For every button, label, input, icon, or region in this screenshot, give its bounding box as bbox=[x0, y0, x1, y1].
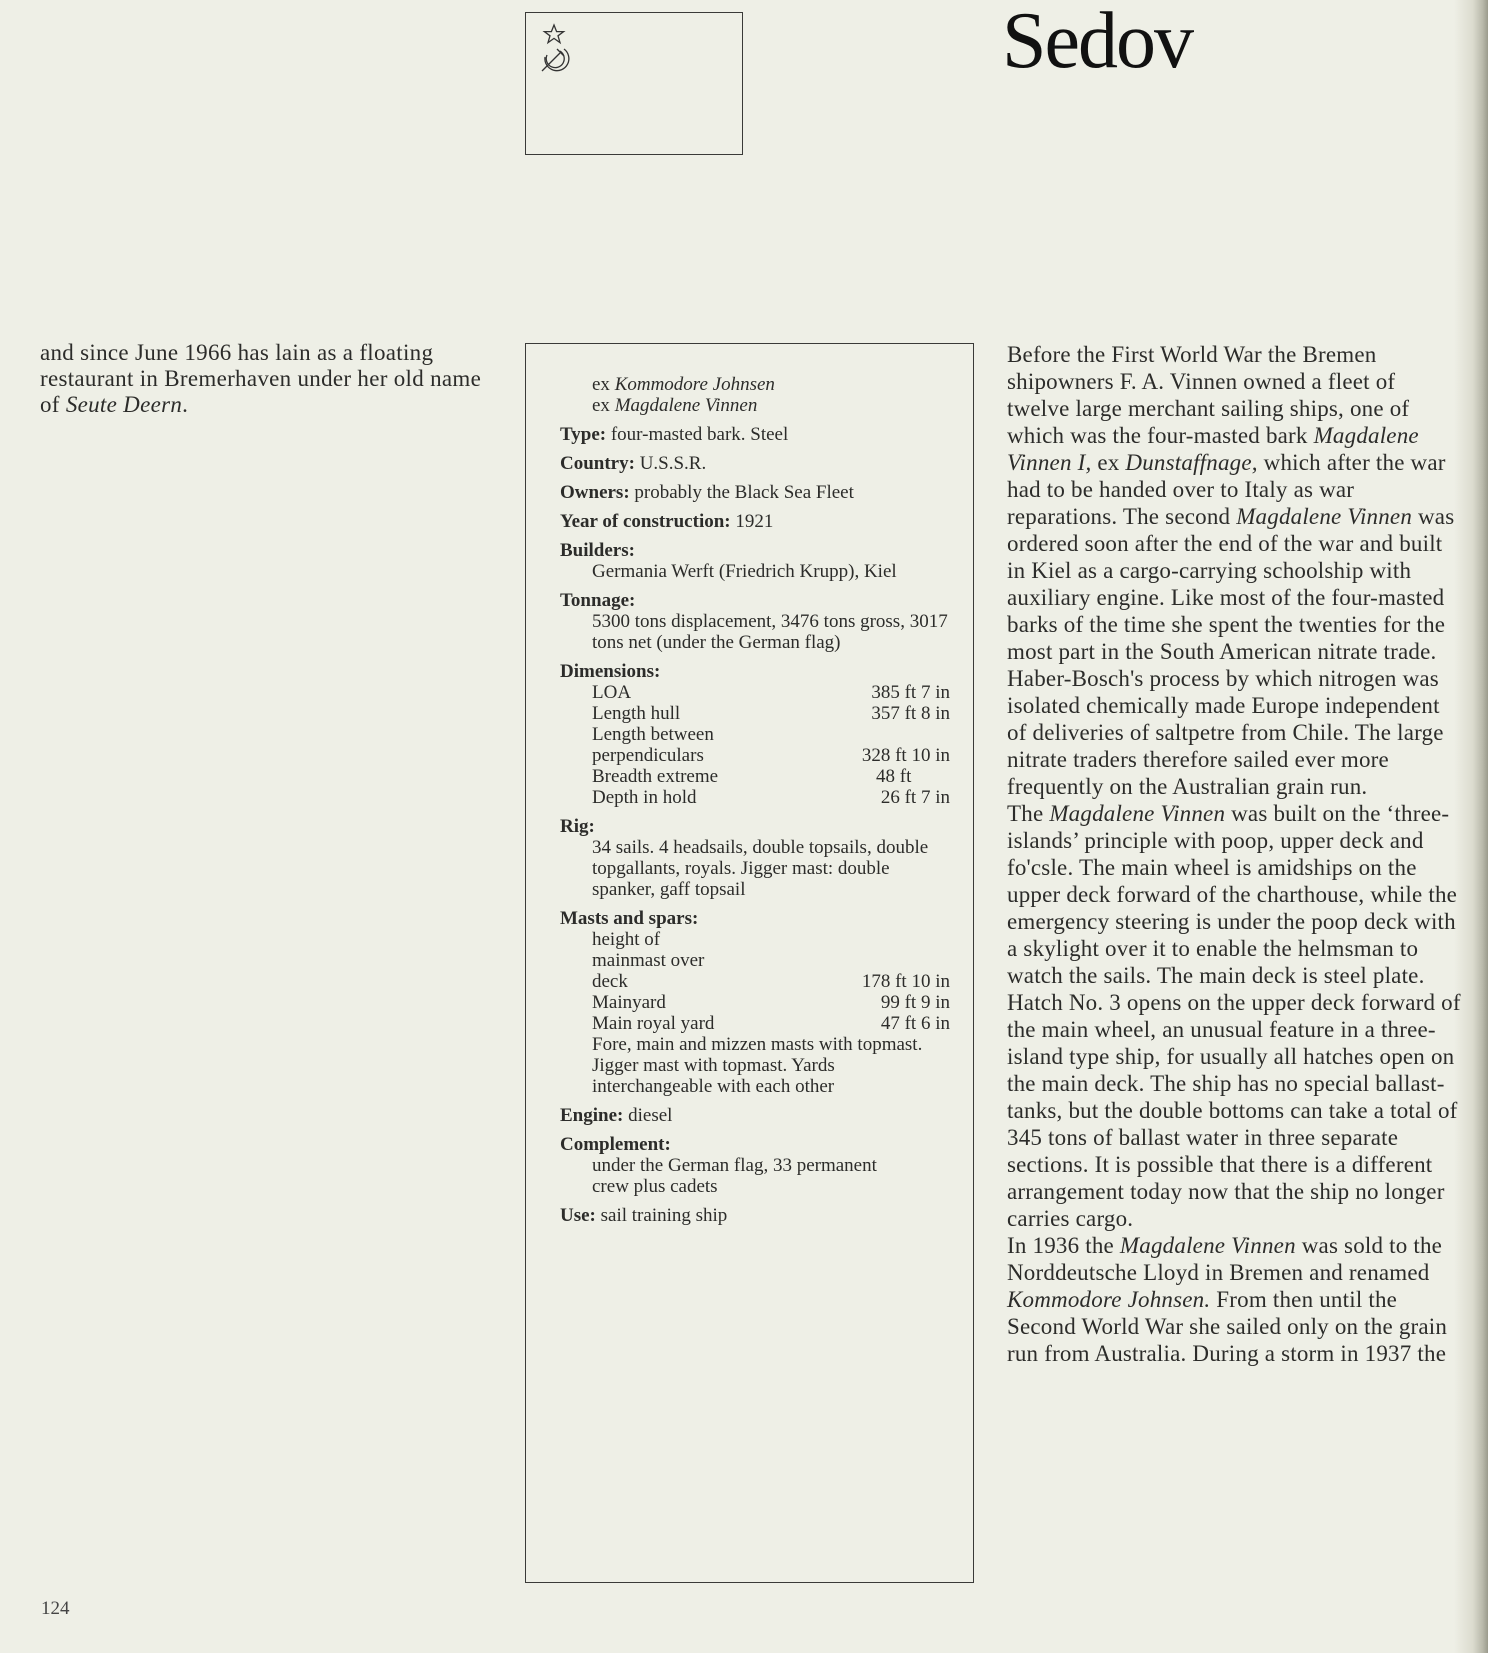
spec-complement: Complement: under the German flag, 33 permanent crew plus cadets bbox=[560, 1134, 877, 1197]
former-name-1: ex Kommodore Johnsen bbox=[592, 374, 775, 395]
spec-tonnage: Tonnage: 5300 tons displacement, 3476 tons gross, 3017 tons net (under the German flag) bbox=[560, 590, 948, 653]
hammer-sickle-icon bbox=[542, 49, 569, 71]
spec-year: Year of construction: 1921 bbox=[560, 511, 774, 532]
paragraph-2: The Magdalene Vinnen was built on the ‘three-islands’ principle with poop, upper deck and fo'csle. The main wheel is amidships on the upper deck forward of the charthouse, while the emergency steering is under the poop deck with a skylight over it to enable the helmsman to watch the sails. The main deck is steel plate. Hatch No. 3 opens on the upper deck forward of the main wheel, an unusual feature in a three-island type ship, for usually all hatches open on the main deck. The ship has no special ballast-tanks, but the double bottoms can take a total of 345 tons of ballast water in three separate sections. It is possible that there is a different arrangement today now that the ship no longer carries cargo. bbox=[1007, 801, 1461, 1231]
soviet-flag bbox=[525, 12, 743, 155]
main-article-text bbox=[1007, 341, 1462, 1367]
spec-masts: Masts and spars: height of mainmast over deck 178 ft 10 in Mainyard 99 ft 9 in Main royal yard 47 ft 6 in Fore, main and mizzen masts with topmast. Jigger mast with topmast. Yards interchangeable with each other bbox=[560, 908, 950, 1097]
paragraph-3: In 1936 the Magdalene Vinnen was sold to the Norddeutsche Lloyd in Bremen and renamed Kommodore Johnsen. From then until the Second World War she sailed only on the grain run from Australia. During a storm in 1937 the bbox=[1007, 1233, 1448, 1366]
spec-country: Country: U.S.S.R. bbox=[560, 453, 707, 474]
masts-note: Fore, main and mizzen masts with topmast. Jigger mast with topmast. Yards interchangeable with each other bbox=[592, 1034, 923, 1097]
flag-emblem bbox=[534, 23, 574, 83]
star-outline-icon bbox=[544, 25, 563, 43]
mast-row: Mainyard 99 ft 9 in bbox=[592, 992, 950, 1013]
left-column-text: and since June 1966 has lain as a floating restaurant in Bremerhaven under her old name of Seute Deern. bbox=[40, 340, 482, 417]
former-name-2: ex Magdalene Vinnen bbox=[592, 395, 758, 416]
page-number: 124 bbox=[41, 1598, 70, 1619]
spec-use: Use: sail training ship bbox=[560, 1205, 728, 1226]
spec-type: Type: four-masted bark. Steel bbox=[560, 424, 789, 445]
spec-engine: Engine: diesel bbox=[560, 1105, 673, 1126]
dimension-row: Length between perpendiculars 328 ft 10 in bbox=[592, 724, 950, 766]
dimension-row: LOA 385 ft 7 in bbox=[592, 682, 950, 703]
page-title: Sedov bbox=[1002, 0, 1192, 85]
spec-rig: Rig: 34 sails. 4 headsails, double topsails, double topgallants, royals. Jigger mast: double spanker, gaff topsail bbox=[560, 816, 929, 900]
spec-builders: Builders: Germania Werft (Friedrich Krupp), Kiel bbox=[560, 540, 897, 582]
dimension-row: Depth in hold 26 ft 7 in bbox=[592, 787, 950, 808]
dimension-row: Length hull 357 ft 8 in bbox=[592, 703, 950, 724]
mast-row: height of mainmast over deck 178 ft 10 in bbox=[592, 929, 950, 992]
mast-row: Main royal yard 47 ft 6 in bbox=[592, 1013, 950, 1034]
paragraph-1: Before the First World War the Bremen shipowners F. A. Vinnen owned a fleet of twelve large merchant sailing ships, one of which was the four-masted bark Magdalene Vinnen I, ex Dunstaffnage, which after the war had to be handed over to Italy as war reparations. The second Magdalene Vinnen was ordered soon after the end of the war and built in Kiel as a cargo-carrying schoolship with auxiliary engine. Like most of the four-masted barks of the time she spent the twenties for the most part in the South American nitrate trade. Haber-Bosch's process by which nitrogen was isolated chemically made Europe independent of deliveries of saltpetre from Chile. The large nitrate traders therefore sailed ever more frequently on the Australian grain run. bbox=[1007, 342, 1455, 799]
spec-dimensions: Dimensions: LOA 385 ft 7 in Length hull 357 ft 8 in Length between perpendiculars 328 ft 10 in Breadth extreme 48 ft Depth in hold 26 ft 7 in bbox=[560, 661, 950, 808]
specifications-box bbox=[525, 343, 974, 1583]
dimension-row: Breadth extreme 48 ft bbox=[592, 766, 912, 787]
spec-owners: Owners: probably the Black Sea Fleet bbox=[560, 482, 854, 503]
